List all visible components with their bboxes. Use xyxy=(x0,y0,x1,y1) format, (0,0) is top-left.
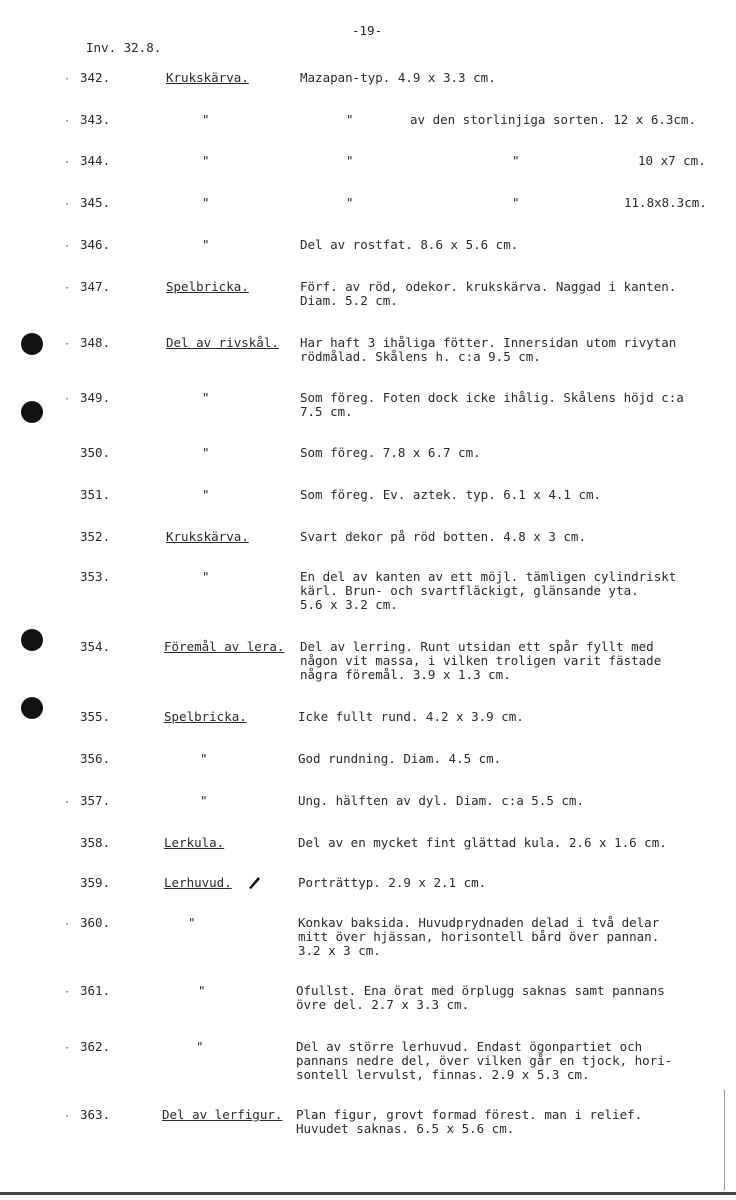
entry-description: Del av rostfat. 8.6 x 5.6 cm. xyxy=(300,237,519,252)
entry-number: 348. xyxy=(80,335,111,350)
entry-description: Porträttyp. 2.9 x 2.1 cm. xyxy=(298,875,487,890)
ditto-mark: " xyxy=(202,195,210,210)
ditto-mark: " xyxy=(346,112,354,127)
punch-hole xyxy=(21,333,43,355)
entry-description: 11.8x8.3cm. xyxy=(624,195,707,210)
ditto-mark: " xyxy=(202,487,210,502)
entry-description: Ofullst. Ena örat med örplugg saknas samt pannans övre del. 2.7 x 3.3 cm. xyxy=(296,983,665,1012)
entry-description: Förf. av röd, odekor. krukskärva. Naggad i kanten. Diam. 5.2 cm. xyxy=(300,279,677,308)
entry-number: 354. xyxy=(80,639,111,654)
entry-number: 347. xyxy=(80,279,111,294)
entry-name: Spelbricka. xyxy=(164,709,247,724)
entry-number: 346. xyxy=(80,237,111,252)
ditto-mark: " xyxy=(202,237,210,252)
entry-name: Föremål av lera. xyxy=(164,639,285,654)
entry-name: Krukskärva. xyxy=(166,529,249,544)
entry-name: Spelbricka. xyxy=(166,279,249,294)
entry-description: Del av en mycket fint glättad kula. 2.6 x 1.6 cm. xyxy=(298,835,667,850)
ditto-mark: " xyxy=(512,195,520,210)
ditto-mark: " xyxy=(202,390,210,405)
inventory-heading: Inv. 32.8. xyxy=(86,40,162,55)
ditto-mark: " xyxy=(200,793,208,808)
ditto-mark: " xyxy=(512,153,520,168)
ditto-mark: " xyxy=(202,153,210,168)
entry-description: Ung. hälften av dyl. Diam. c:a 5.5 cm. xyxy=(298,793,584,808)
entry-description: En del av kanten av ett möjl. tämligen cylindriskt kärl. Brun- och svartfläckigt, glänsande yta. 5.6 x 3.2 cm. xyxy=(300,569,677,612)
entry-number: 344. xyxy=(80,153,111,168)
punch-hole xyxy=(21,629,43,651)
document-page: -19- Inv. 32.8. · 342. Krukskärva. Mazapan-typ. 4.9 x 3.3 cm. · 343. " " av den storlinjiga sorten. 12 x 6.3cm. · 344. " " " 10 x7 cm. · 345. " " " 11.8x8.3cm. · 346. " Del av rostfat. 8.6 x 5.6 cm. · 347. Spelbricka. Förf. av röd, odekor. krukskärva. Naggad i kanten. Diam. 5.2 cm. · 348. Del av rivskål. Har haft 3 ihåliga fötter. Innersidan utom rivytan rödmålad. Skålens h. c:a 9.5 cm. · 349. " Som föreg. Foten dock icke ihålig. Skålens höjd c:a 7.5 cm. 350. " Som föreg. 7.8 x 6.7 cm. 351. " Som föreg. Ev. aztek. typ. 6.1 x 4.1 cm. 352. Krukskärva. Svart dekor på röd botten. 4.8 x 3 cm. 353. " En del av kanten av ett möjl. tämligen cylindriskt kärl. Brun- och svartfläckigt, glänsande yta. 5.6 x 3.2 cm. 354. Föremål av lera. Del av lerring. Runt utsidan ett spår fyllt med någon vit massa, i vilken troligen varit fästade några föremål. 3.9 x 1.3 cm. 355. Spelbricka. Icke fullt rund. 4.2 x 3.9 cm. 356. " God rundning. Diam. 4.5 cm. · 357. " Ung. hälften av dyl. Diam. c:a 5.5 cm. 358. Lerkula. Del av en mycket fint glättad kula. 2.6 x 1.6 cm. 359. Lerhuvud. Porträttyp. 2.9 x 2.1 cm. · 360. " Konkav baksida. Huvudprydnaden delad i två delar mitt över hjässan, horisontell bård över pannan. 3.2 x 3 cm. · 361. " Ofullst. Ena örat med örplugg saknas samt pannans övre del. 2.7 x 3.3 cm. · 362. " Del av större lerhuvud. Endast ögonpartiet och pannans nedre del, över vilken går en tjock, hori- sontell lervulst, finnas. 2.9 x 5.3 cm. · 363. Del av lerfigur. Plan figur, grovt formad förest. man i relief. Huvudet saknas. 6.5 x 5.6 cm. xyxy=(0,0,736,1200)
page-number: -19- xyxy=(352,23,383,38)
entry-description: Har haft 3 ihåliga fötter. Innersidan utom rivytan rödmålad. Skålens h. c:a 9.5 cm. xyxy=(300,335,677,364)
entry-number: 342. xyxy=(80,70,111,85)
entry-number: 358. xyxy=(80,835,111,850)
entry-number: 356. xyxy=(80,751,111,766)
entry-number: 351. xyxy=(80,487,111,502)
punch-hole xyxy=(21,697,43,719)
entry-number: 350. xyxy=(80,445,111,460)
entry-number: 349. xyxy=(80,390,111,405)
entry-number: 362. xyxy=(80,1039,111,1054)
punch-hole xyxy=(21,401,43,423)
ditto-mark: " xyxy=(196,1039,204,1054)
entry-description: 10 x7 cm. xyxy=(638,153,706,168)
margin-line xyxy=(724,1090,725,1190)
entry-number: 343. xyxy=(80,112,111,127)
entry-description: av den storlinjiga sorten. 12 x 6.3cm. xyxy=(410,112,696,127)
entry-description: Plan figur, grovt formad förest. man i relief. Huvudet saknas. 6.5 x 5.6 cm. xyxy=(296,1107,643,1136)
entry-number: 352. xyxy=(80,529,111,544)
entry-name: Lerhuvud. xyxy=(164,875,232,890)
entry-description: Del av lerring. Runt utsidan ett spår fyllt med någon vit massa, i vilken troligen varit fästade några föremål. 3.9 x 1.3 cm. xyxy=(300,639,662,682)
entry-number: 353. xyxy=(80,569,111,584)
entry-description: Svart dekor på röd botten. 4.8 x 3 cm. xyxy=(300,529,586,544)
page-bottom-edge xyxy=(0,1192,736,1195)
entry-description: Icke fullt rund. 4.2 x 3.9 cm. xyxy=(298,709,524,724)
entry-number: 363. xyxy=(80,1107,111,1122)
entry-description: Som föreg. 7.8 x 6.7 cm. xyxy=(300,445,481,460)
pen-icon xyxy=(246,874,262,890)
entry-number: 361. xyxy=(80,983,111,998)
entry-description: Som föreg. Foten dock icke ihålig. Skålens höjd c:a 7.5 cm. xyxy=(300,390,684,419)
entry-number: 345. xyxy=(80,195,111,210)
ditto-mark: " xyxy=(200,751,208,766)
entry-description: God rundning. Diam. 4.5 cm. xyxy=(298,751,502,766)
ditto-mark: " xyxy=(202,445,210,460)
entry-number: 355. xyxy=(80,709,111,724)
entry-description: Konkav baksida. Huvudprydnaden delad i två delar mitt över hjässan, horisontell bård över pannan. 3.2 x 3 cm. xyxy=(298,915,660,958)
entry-name: Krukskärva. xyxy=(166,70,249,85)
ditto-mark: " xyxy=(346,153,354,168)
entry-name: Del av lerfigur. xyxy=(162,1107,283,1122)
ditto-mark: " xyxy=(346,195,354,210)
entry-description: Del av större lerhuvud. Endast ögonpartiet och pannans nedre del, över vilken går en tjock, hori- sontell lervulst, finnas. 2.9 x 5.3 cm. xyxy=(296,1039,673,1082)
ditto-mark: " xyxy=(202,112,210,127)
entry-number: 359. xyxy=(80,875,111,890)
entry-number: 360. xyxy=(80,915,111,930)
entry-name: Lerkula. xyxy=(164,835,225,850)
ditto-mark: " xyxy=(202,569,210,584)
ditto-mark: " xyxy=(188,915,196,930)
entry-description: Som föreg. Ev. aztek. typ. 6.1 x 4.1 cm. xyxy=(300,487,602,502)
entry-description: Mazapan-typ. 4.9 x 3.3 cm. xyxy=(300,70,496,85)
entry-number: 357. xyxy=(80,793,111,808)
entry-name: Del av rivskål. xyxy=(166,335,279,350)
ditto-mark: " xyxy=(198,983,206,998)
